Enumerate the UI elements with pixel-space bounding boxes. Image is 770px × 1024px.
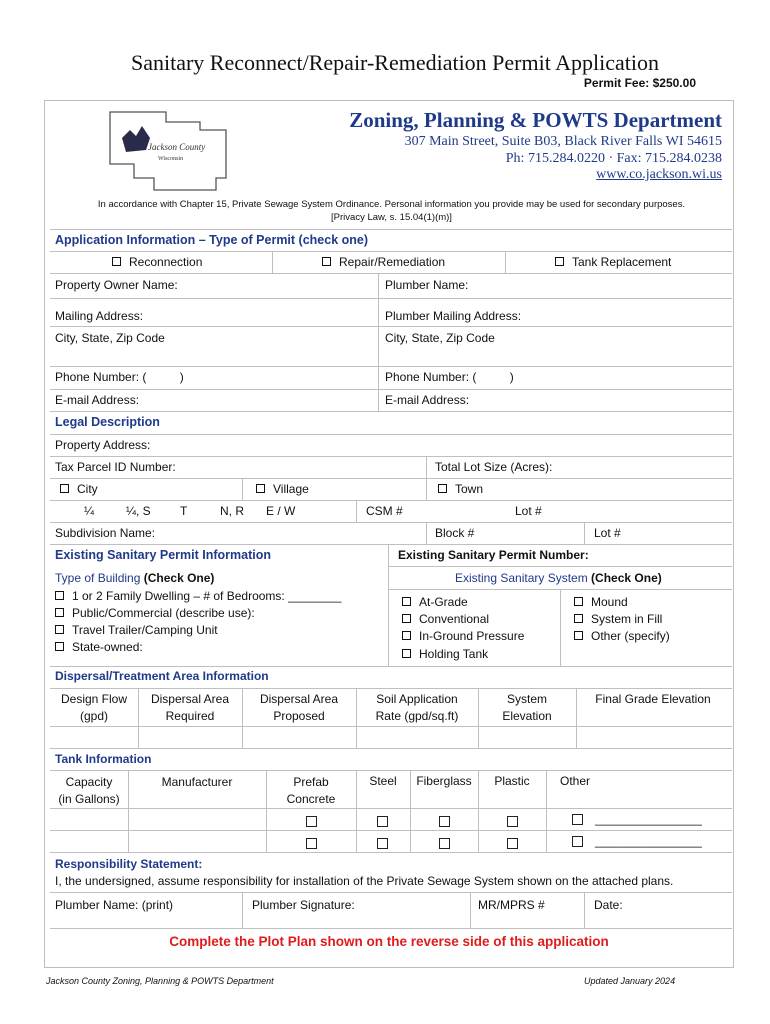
quarter-section-field[interactable]: ¼, S: [126, 504, 151, 518]
lot-field-1[interactable]: Lot #: [515, 504, 542, 518]
county-map-icon: [104, 108, 254, 198]
plumber-name-field[interactable]: Plumber Name:: [385, 278, 469, 292]
municipality-label: Town: [455, 482, 484, 496]
lot-size-field[interactable]: Total Lot Size (Acres):: [435, 460, 553, 474]
plumber-phone-field[interactable]: Phone Number: ( ): [385, 370, 514, 384]
municipality-city[interactable]: [60, 482, 98, 496]
permit-type-label: Reconnection: [129, 255, 203, 269]
system-option-label: Holding Tank: [419, 647, 489, 661]
logo-text-2: Wisconsin: [158, 156, 184, 162]
tank-prefab-checkbox[interactable]: [306, 835, 317, 853]
department-address: 307 Main Street, Suite B03, Black River Falls WI 54615: [404, 134, 722, 149]
municipality-label: Village: [273, 482, 309, 496]
csm-field[interactable]: CSM #: [366, 504, 403, 518]
column-line-1: System: [506, 692, 547, 706]
building-option-label: State-owned:: [72, 640, 143, 654]
east-west-field[interactable]: E / W: [266, 504, 296, 518]
tax-parcel-field[interactable]: Tax Parcel ID Number:: [55, 460, 176, 474]
dispersal-col-design-flow: [50, 691, 138, 725]
column-line-2: Elevation: [502, 709, 552, 723]
checkbox-icon[interactable]: [322, 257, 331, 266]
other-blank[interactable]: ________________: [595, 812, 702, 826]
property-address-field[interactable]: Property Address:: [55, 438, 151, 452]
plot-plan-note: Complete the Plot Plan shown on the reverse side of this application: [169, 934, 609, 949]
tank-plastic-checkbox[interactable]: [507, 813, 518, 831]
existing-permit-heading: Existing Sanitary Permit Information: [55, 548, 272, 562]
checkbox-icon[interactable]: [574, 631, 583, 640]
checkbox-icon[interactable]: [574, 597, 583, 606]
checkbox-icon[interactable]: [112, 257, 121, 266]
subdivision-field[interactable]: Subdivision Name:: [55, 526, 156, 540]
building-type-label: Type of Building: [55, 571, 141, 585]
quarter-field[interactable]: ¼: [84, 504, 95, 518]
tank-steel-checkbox[interactable]: [377, 813, 388, 831]
permit-type-reconnection[interactable]: [112, 255, 202, 269]
tank-other-field[interactable]: [572, 812, 702, 826]
tank-col-manufacturer: [128, 774, 266, 791]
department-block: [349, 108, 722, 183]
county-logo: [104, 108, 254, 198]
city-state-zip-field[interactable]: City, State, Zip Code: [55, 331, 165, 345]
privacy-notice-line-1: In accordance with Chapter 15, Private Sewage System Ordinance. Personal information you provide may be used for secondary purposes.: [97, 199, 686, 210]
other-blank[interactable]: ________________: [595, 834, 702, 848]
building-option[interactable]: [55, 640, 143, 654]
lot-field-2[interactable]: Lot #: [594, 526, 621, 540]
tank-fiberglass-checkbox[interactable]: [439, 813, 450, 831]
township-field[interactable]: T: [180, 504, 188, 518]
legal-heading: Legal Description: [55, 415, 160, 429]
checkbox-icon[interactable]: [306, 816, 317, 827]
column-line-1: Capacity: [65, 775, 113, 789]
plumber-mailing-field[interactable]: Plumber Mailing Address:: [385, 309, 522, 323]
date-field[interactable]: Date:: [594, 898, 623, 912]
dispersal-col-final-grade: [576, 691, 730, 708]
tank-col-steel: Steel: [369, 774, 397, 788]
column-line-2: Concrete: [286, 792, 336, 806]
tank-fiberglass-checkbox[interactable]: [439, 835, 450, 853]
checkbox-icon[interactable]: [402, 631, 411, 640]
column-line-1: Soil Application: [376, 692, 458, 706]
column-line-1: Dispersal Area: [150, 692, 230, 706]
checkbox-icon[interactable]: [439, 816, 450, 827]
dispersal-col-soil-rate: [356, 691, 478, 725]
permit-type-label: Tank Replacement: [572, 255, 672, 269]
system-option-label: At-Grade: [419, 595, 468, 609]
system-option[interactable]: [574, 629, 670, 643]
application-heading: Application Information – Type of Permit (check one): [55, 233, 369, 247]
building-option[interactable]: [55, 623, 218, 637]
plumber-signature-field[interactable]: Plumber Signature:: [252, 898, 355, 912]
checkbox-icon[interactable]: [60, 484, 69, 493]
checkbox-icon[interactable]: [439, 838, 450, 849]
column-line-1: Design Flow: [60, 692, 128, 706]
dispersal-col-system-elevation: [478, 691, 576, 725]
mailing-address-field[interactable]: Mailing Address:: [55, 309, 144, 323]
tank-steel-checkbox[interactable]: [377, 835, 388, 853]
column-line-1: Prefab: [293, 775, 329, 789]
tank-prefab-checkbox[interactable]: [306, 813, 317, 831]
privacy-notice-line-2: [Privacy Law, s. 15.04(1)(m)]: [331, 212, 452, 223]
checkbox-icon[interactable]: [55, 608, 64, 617]
form-title: Sanitary Reconnect/Repair-Remediation Permit Application: [130, 50, 660, 75]
building-check-one: (Check One): [140, 571, 215, 585]
checkbox-icon[interactable]: [555, 257, 564, 266]
checkbox-icon[interactable]: [574, 614, 583, 623]
department-website-link[interactable]: www.co.jackson.wi.us: [596, 167, 722, 182]
footer-updated: Updated January 2024: [584, 976, 676, 986]
dispersal-col-area-proposed: [242, 691, 356, 725]
system-check-one: (Check One): [587, 571, 662, 585]
checkbox-icon[interactable]: [572, 814, 583, 825]
email-field[interactable]: E-mail Address:: [55, 393, 140, 407]
checkbox-icon[interactable]: [572, 836, 583, 847]
system-option-label: System in Fill: [591, 612, 663, 626]
system-type-label: Existing Sanitary System: [455, 571, 588, 585]
system-option[interactable]: [574, 595, 628, 609]
system-option-label: In-Ground Pressure: [419, 629, 525, 643]
municipality-town[interactable]: [438, 482, 483, 496]
checkbox-icon[interactable]: [55, 625, 64, 634]
range-field[interactable]: N, R: [220, 504, 244, 518]
tank-heading: Tank Information: [55, 752, 152, 766]
permit-type-repair[interactable]: [322, 255, 445, 269]
tank-col-other: Other: [560, 774, 591, 788]
municipality-label: City: [77, 482, 98, 496]
building-option-label: Travel Trailer/Camping Unit: [72, 623, 218, 637]
checkbox-icon[interactable]: [256, 484, 265, 493]
responsibility-heading: Responsibility Statement:: [55, 857, 203, 871]
checkbox-icon[interactable]: [55, 642, 64, 651]
system-option-label: Conventional: [419, 612, 490, 626]
system-option-label: Other (specify): [591, 629, 670, 643]
system-option[interactable]: [402, 647, 488, 661]
responsibility-text: I, the undersigned, assume responsibility for installation of the Private Sewage System shown on the attached plans.: [55, 874, 674, 888]
checkbox-icon[interactable]: [402, 649, 411, 658]
system-option[interactable]: [402, 629, 524, 643]
system-option-label: Mound: [591, 595, 628, 609]
column-line-1: Manufacturer: [161, 775, 233, 789]
tank-col-prefab: [266, 774, 356, 808]
department-phone-fax: Ph: 715.284.0220 · Fax: 715.284.0238: [505, 151, 722, 166]
tank-other-field[interactable]: [572, 834, 702, 848]
tank-col-fiberglass: Fiberglass: [416, 774, 472, 788]
building-option[interactable]: [55, 589, 341, 603]
checkbox-icon[interactable]: [377, 816, 388, 827]
block-field[interactable]: Block #: [435, 526, 475, 540]
checkbox-icon[interactable]: [402, 614, 411, 623]
footer-department: Jackson County Zoning, Planning & POWTS Department: [46, 976, 274, 986]
plumber-print-field[interactable]: Plumber Name: (print): [55, 898, 174, 912]
tank-col-capacity: [50, 774, 128, 808]
column-line-2: (gpd): [79, 709, 108, 723]
tank-col-plastic: Plastic: [494, 774, 530, 788]
dispersal-col-area-required: [138, 691, 242, 725]
building-option-label: Public/Commercial (describe use):: [72, 606, 255, 620]
plumber-email-field[interactable]: E-mail Address:: [385, 393, 470, 407]
system-type-heading: [455, 571, 662, 585]
column-line-2: Required: [165, 709, 215, 723]
building-option-label: 1 or 2 Family Dwelling – # of Bedrooms: ________: [72, 589, 342, 603]
logo-text-1: Jackson County: [148, 142, 206, 152]
column-line-1: Final Grade Elevation: [595, 692, 711, 706]
system-option[interactable]: [402, 595, 468, 609]
privacy-notice: [54, 198, 729, 224]
checkbox-icon[interactable]: [507, 838, 518, 849]
checkbox-icon[interactable]: [507, 816, 518, 827]
phone-field[interactable]: Phone Number: ( ): [55, 370, 184, 384]
checkbox-icon[interactable]: [438, 484, 447, 493]
permit-type-tank-replacement[interactable]: [555, 255, 671, 269]
checkbox-icon[interactable]: [377, 838, 388, 849]
column-line-2: (in Gallons): [58, 792, 120, 806]
dispersal-heading: Dispersal/Treatment Area Information: [55, 669, 269, 683]
column-line-2: Rate (gpd/sq.ft): [375, 709, 459, 723]
permit-fee: Permit Fee: $250.00: [583, 76, 696, 90]
column-line-1: Dispersal Area: [259, 692, 339, 706]
mr-mprs-field[interactable]: MR/MPRS #: [478, 898, 545, 912]
municipality-village[interactable]: [256, 482, 309, 496]
checkbox-icon[interactable]: [55, 591, 64, 600]
tank-plastic-checkbox[interactable]: [507, 835, 518, 853]
system-option[interactable]: [574, 612, 662, 626]
existing-permit-number-field[interactable]: Existing Sanitary Permit Number:: [398, 548, 589, 562]
building-option[interactable]: [55, 606, 255, 620]
owner-name-field[interactable]: Property Owner Name:: [55, 278, 178, 292]
system-option[interactable]: [402, 612, 489, 626]
checkbox-icon[interactable]: [306, 838, 317, 849]
department-name: Zoning, Planning & POWTS Department: [349, 108, 722, 132]
checkbox-icon[interactable]: [402, 597, 411, 606]
column-line-2: Proposed: [273, 709, 325, 723]
plumber-city-state-zip-field[interactable]: City, State, Zip Code: [385, 331, 495, 345]
permit-type-label: Repair/Remediation: [339, 255, 446, 269]
building-type-heading: [55, 571, 214, 585]
